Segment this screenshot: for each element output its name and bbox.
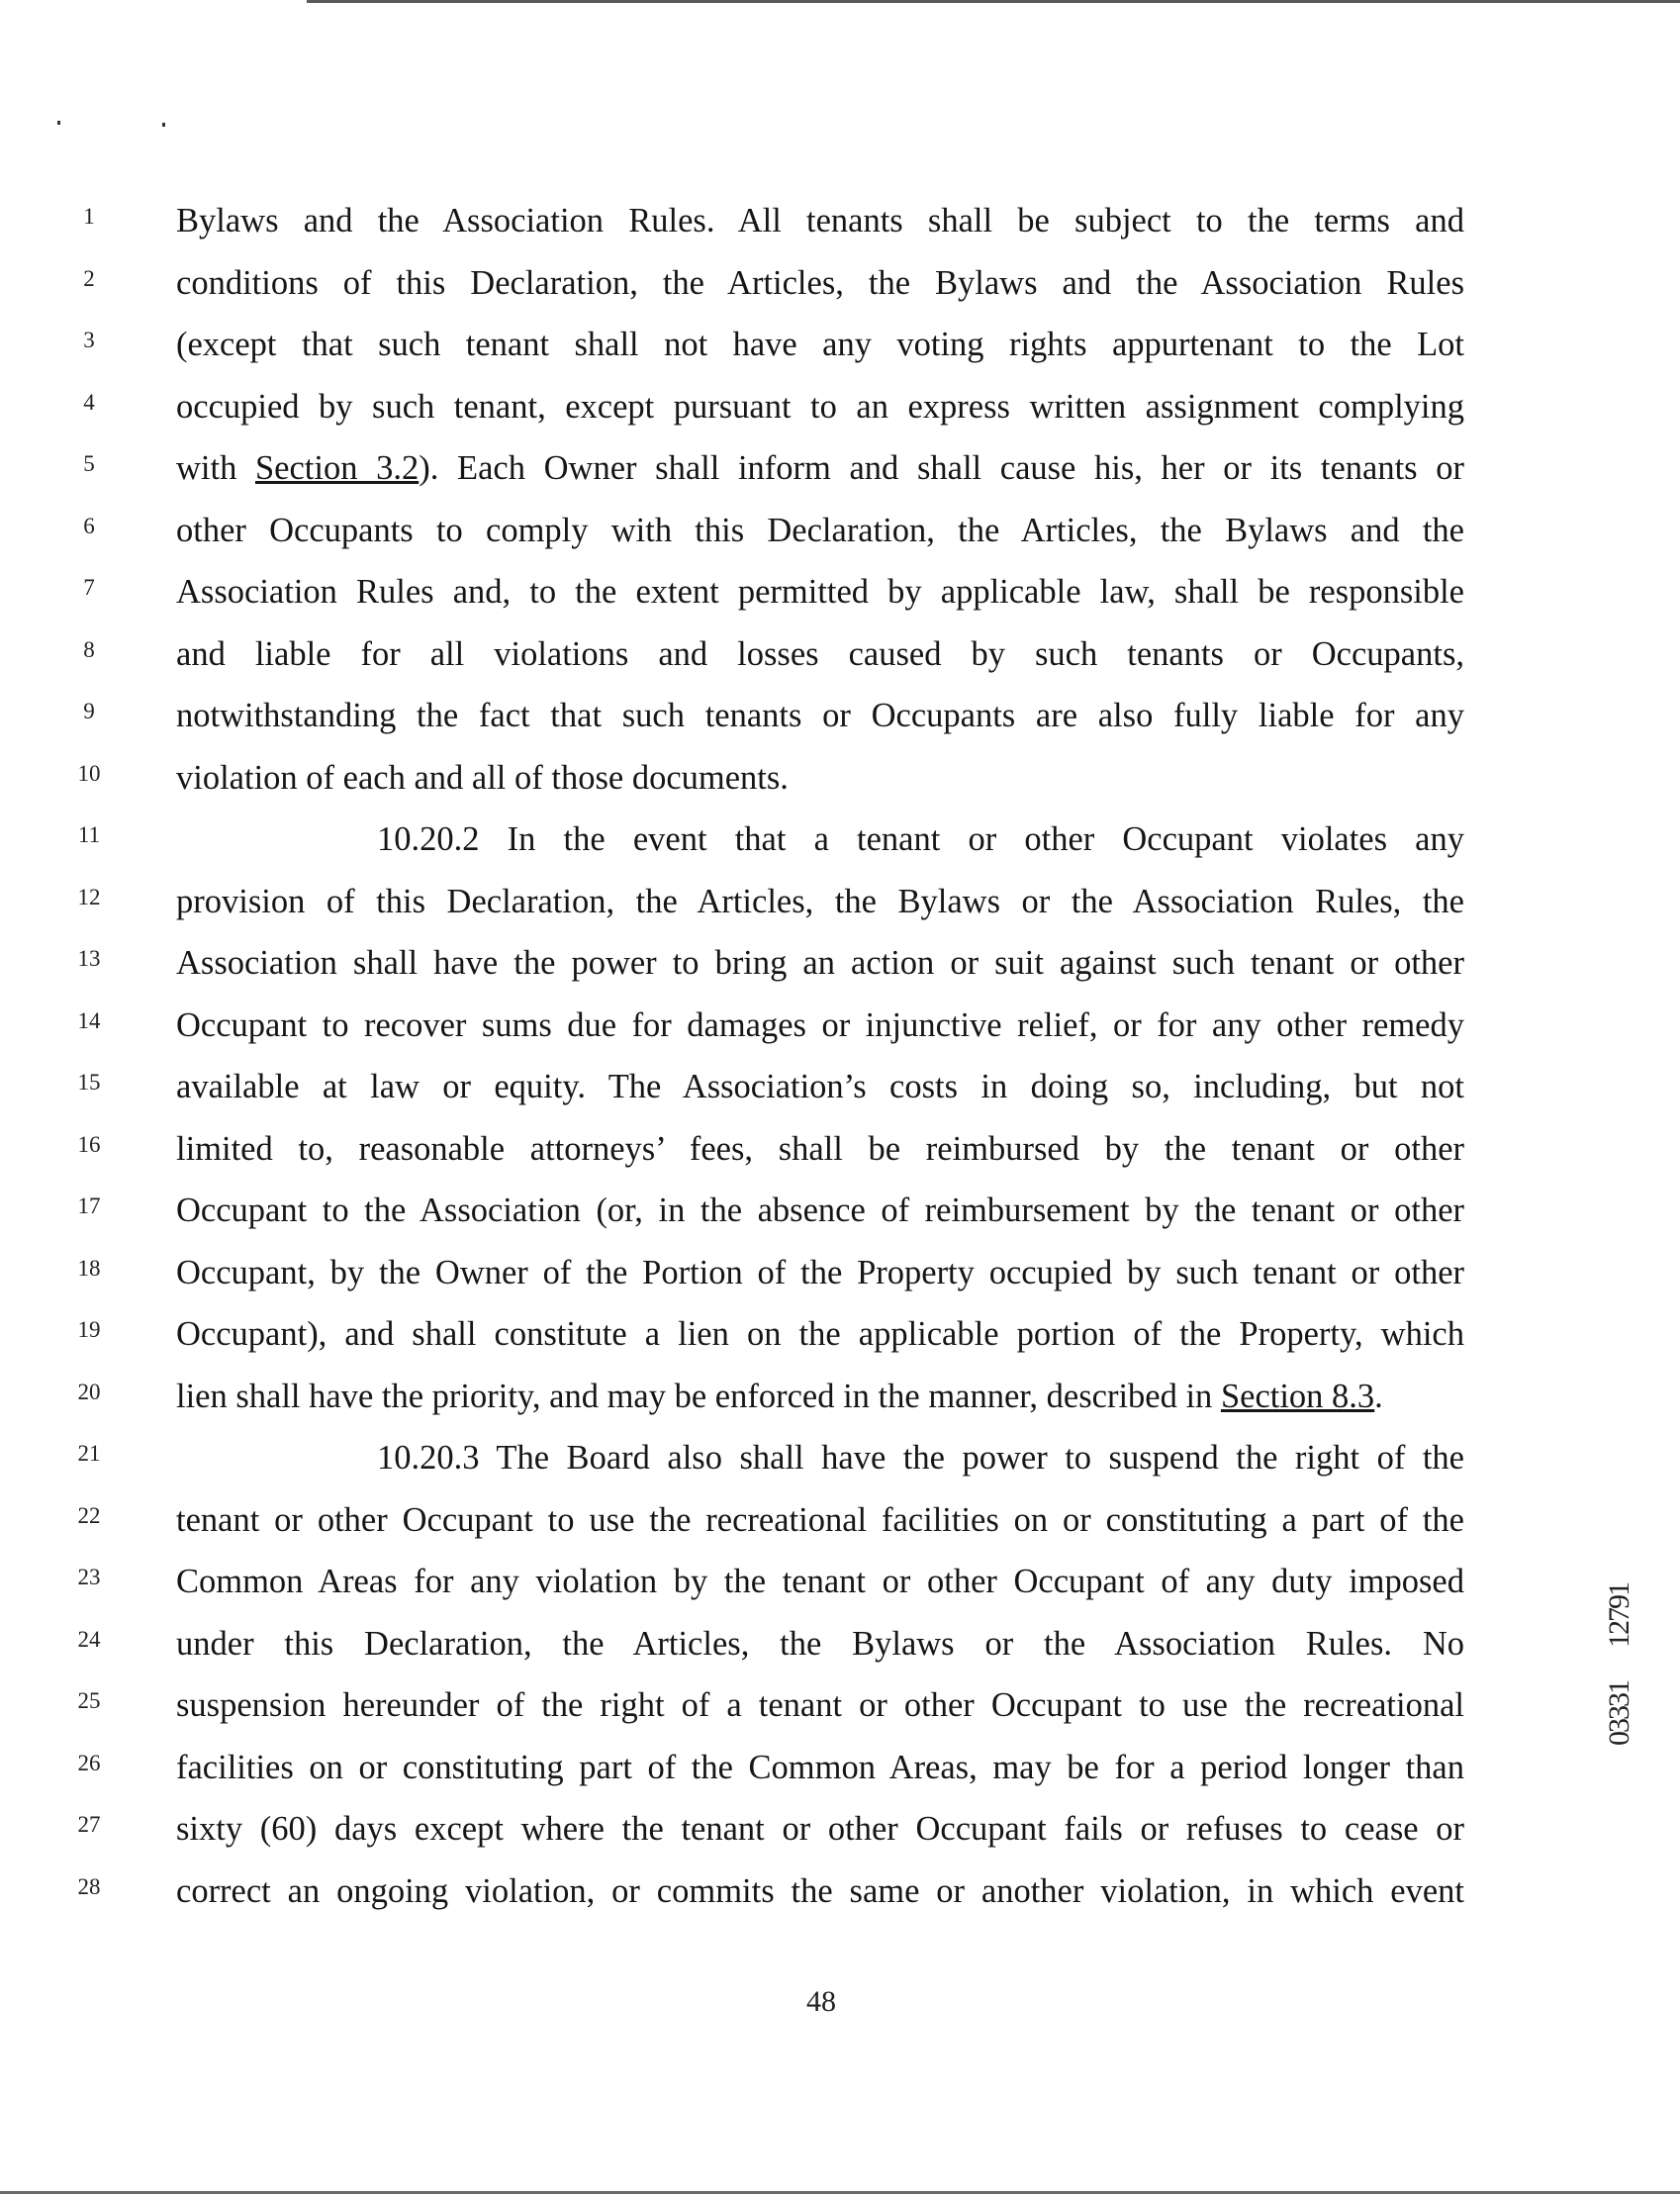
text-line	[0, 1497, 1680, 1560]
text-line	[0, 1126, 1680, 1189]
text-line	[0, 879, 1680, 941]
line-number: 12	[77, 884, 101, 909]
text-line	[0, 1435, 1680, 1497]
side-recording-stamp	[1599, 1583, 1638, 1746]
line-text	[176, 1868, 1464, 1914]
line-number: 15	[77, 1070, 101, 1095]
text-line	[0, 1806, 1680, 1868]
text-segment: conditions of this Declaration, the Articles, the Bylaws and the Association Rules	[176, 263, 1464, 302]
line-number: 5	[83, 451, 95, 476]
text-line	[0, 1311, 1680, 1374]
stamp-digits: 12791	[1602, 1583, 1635, 1648]
text-segment: occupied by such tenant, except pursuant to an express written assignment complying	[176, 387, 1464, 426]
line-text	[176, 1682, 1464, 1728]
text-segment: Occupant to the Association (or, in the absence of reimbursement by the tenant or other	[176, 1192, 1464, 1229]
text-line	[0, 1002, 1680, 1065]
text-segment: and liable for all violations and losses caused by such tenants or Occupants,	[176, 634, 1464, 673]
line-number: 20	[77, 1379, 101, 1404]
line-number: 7	[83, 575, 95, 600]
text-segment: correct an ongoing violation, or commits the same or another violation, in which event	[176, 1871, 1464, 1910]
line-text	[176, 1002, 1464, 1048]
section-reference: Section 8.3	[1220, 1377, 1375, 1415]
text-line	[0, 1682, 1680, 1745]
line-text	[176, 1311, 1464, 1357]
text-segment: .	[1374, 1377, 1383, 1415]
line-text	[176, 631, 1464, 677]
text-line	[0, 1559, 1680, 1621]
line-text	[176, 879, 1464, 924]
text-segment: (except that such tenant shall not have any voting rights appurtenant to the Lot	[176, 326, 1464, 363]
text-line	[0, 445, 1680, 508]
line-text	[176, 1126, 1464, 1172]
line-number: 16	[77, 1131, 101, 1157]
line-number: 4	[83, 389, 95, 415]
line-text	[176, 1806, 1464, 1852]
text-segment: available at law or equity. The Association’s costs in doing so, including, but not	[176, 1068, 1464, 1105]
bottom-border-line	[0, 2191, 1680, 2194]
numbered-text-lines	[0, 198, 1680, 1930]
text-segment: violation of each and all of those documents.	[176, 758, 789, 797]
text-segment: Occupant, by the Owner of the Portion of the Property occupied by such tenant or other	[176, 1253, 1464, 1291]
text-segment: facilities on or constituting part of the Common Areas, may be for a period longer than	[176, 1748, 1464, 1786]
text-segment: Common Areas for any violation by the tenant or other Occupant of any duty imposed	[176, 1563, 1464, 1600]
line-number: 6	[83, 513, 95, 538]
text-segment: with	[176, 449, 255, 487]
line-text	[176, 1745, 1464, 1790]
text-segment: under this Declaration, the Articles, the Bylaws or the Association Rules. No	[176, 1624, 1464, 1663]
text-segment: provision of this Declaration, the Articles, the Bylaws or the Association Rules, the	[176, 882, 1464, 920]
line-text	[176, 1250, 1464, 1295]
stamp-digits: 03331	[1602, 1681, 1635, 1746]
text-segment: limited to, reasonable attorneys’ fees, shall be reimbursed by the tenant or other	[176, 1129, 1464, 1168]
scan-speck	[162, 123, 165, 127]
line-text	[176, 1188, 1464, 1233]
line-text	[176, 1621, 1464, 1667]
text-line	[0, 940, 1680, 1002]
text-segment: Occupant), and shall constitute a lien on the applicable portion of the Property, which	[176, 1315, 1464, 1353]
text-segment: tenant or other Occupant to use the recreational facilities on or constituting a part of the	[176, 1500, 1464, 1539]
line-text	[176, 260, 1464, 306]
text-segment: Bylaws and the Association Rules. All tenants shall be subject to the terms and	[176, 202, 1464, 239]
text-line	[0, 816, 1680, 879]
line-number: 14	[77, 1007, 101, 1033]
text-segment: Association Rules and, to the extent permitted by applicable law, shall be responsible	[176, 573, 1464, 611]
line-text	[176, 445, 1464, 491]
page-number: 48	[806, 1985, 836, 2018]
line-number: 3	[83, 328, 95, 352]
text-line	[0, 1250, 1680, 1312]
line-number: 17	[77, 1193, 101, 1218]
text-line	[0, 755, 1680, 817]
text-segment: ). Each Owner shall inform and shall cause his, her or its tenants or	[419, 449, 1464, 487]
line-number: 25	[77, 1688, 101, 1713]
line-text	[176, 322, 1464, 367]
text-segment: lien shall have the priority, and may be enforced in the manner, described in	[176, 1377, 1221, 1415]
line-text	[176, 569, 1464, 615]
line-number: 24	[77, 1626, 101, 1652]
line-number: 18	[77, 1255, 101, 1281]
text-line	[0, 631, 1680, 694]
line-text	[176, 1559, 1464, 1604]
line-number: 1	[83, 204, 95, 229]
text-segment: suspension hereunder of the right of a tenant or other Occupant to use the recreational	[176, 1686, 1464, 1724]
stamp-bottom-digits	[1599, 1681, 1638, 1746]
text-line	[0, 693, 1680, 755]
text-line	[0, 1868, 1680, 1931]
line-number: 21	[77, 1441, 101, 1466]
text-segment: other Occupants to comply with this Declaration, the Articles, the Bylaws and the	[176, 511, 1464, 549]
line-number: 26	[77, 1750, 101, 1775]
text-line	[0, 384, 1680, 446]
line-number: 23	[77, 1565, 101, 1589]
line-number: 11	[77, 822, 101, 847]
line-text	[176, 1064, 1464, 1109]
section-reference: Section 3.2	[254, 449, 420, 487]
text-line	[0, 1064, 1680, 1126]
text-line	[0, 1188, 1680, 1250]
text-segment: Occupant to recover sums due for damages or injunctive relief, or for any other remedy	[176, 1005, 1464, 1044]
line-text	[176, 816, 1464, 862]
line-number: 27	[77, 1812, 101, 1837]
line-text	[176, 1497, 1464, 1543]
line-text	[176, 198, 1464, 243]
line-text	[176, 693, 1464, 738]
text-segment: sixty (60) days except where the tenant or other Occupant fails or refuses to cease or	[176, 1810, 1464, 1848]
text-line	[0, 260, 1680, 323]
text-segment: 10.20.2 In the event that a tenant or other Occupant violates any	[377, 820, 1464, 858]
line-number: 10	[77, 760, 101, 786]
line-number: 22	[77, 1502, 101, 1528]
line-text	[176, 1435, 1464, 1480]
text-line	[0, 1745, 1680, 1807]
text-segment: notwithstanding the fact that such tenants or Occupants are also fully liable for any	[176, 697, 1464, 734]
line-text	[176, 508, 1464, 553]
text-segment: 10.20.3 The Board also shall have the power to suspend the right of the	[377, 1439, 1464, 1477]
text-segment: Association shall have the power to bring an action or suit against such tenant or other	[176, 944, 1464, 982]
line-number: 13	[77, 946, 101, 971]
line-text	[176, 940, 1464, 986]
line-number: 28	[77, 1873, 101, 1899]
line-number: 19	[77, 1317, 101, 1342]
line-text	[176, 384, 1464, 429]
scan-speck	[57, 121, 60, 125]
top-border-line	[307, 0, 1680, 3]
line-number: 2	[83, 265, 95, 291]
line-text	[176, 1374, 1464, 1419]
text-line	[0, 1621, 1680, 1683]
text-line	[0, 508, 1680, 570]
line-number: 9	[83, 699, 95, 723]
text-line	[0, 1374, 1680, 1436]
text-line	[0, 198, 1680, 260]
text-line	[0, 322, 1680, 384]
line-number: 8	[83, 636, 95, 662]
line-text	[176, 755, 1464, 801]
stamp-top-digits	[1599, 1583, 1638, 1648]
text-line	[0, 569, 1680, 631]
